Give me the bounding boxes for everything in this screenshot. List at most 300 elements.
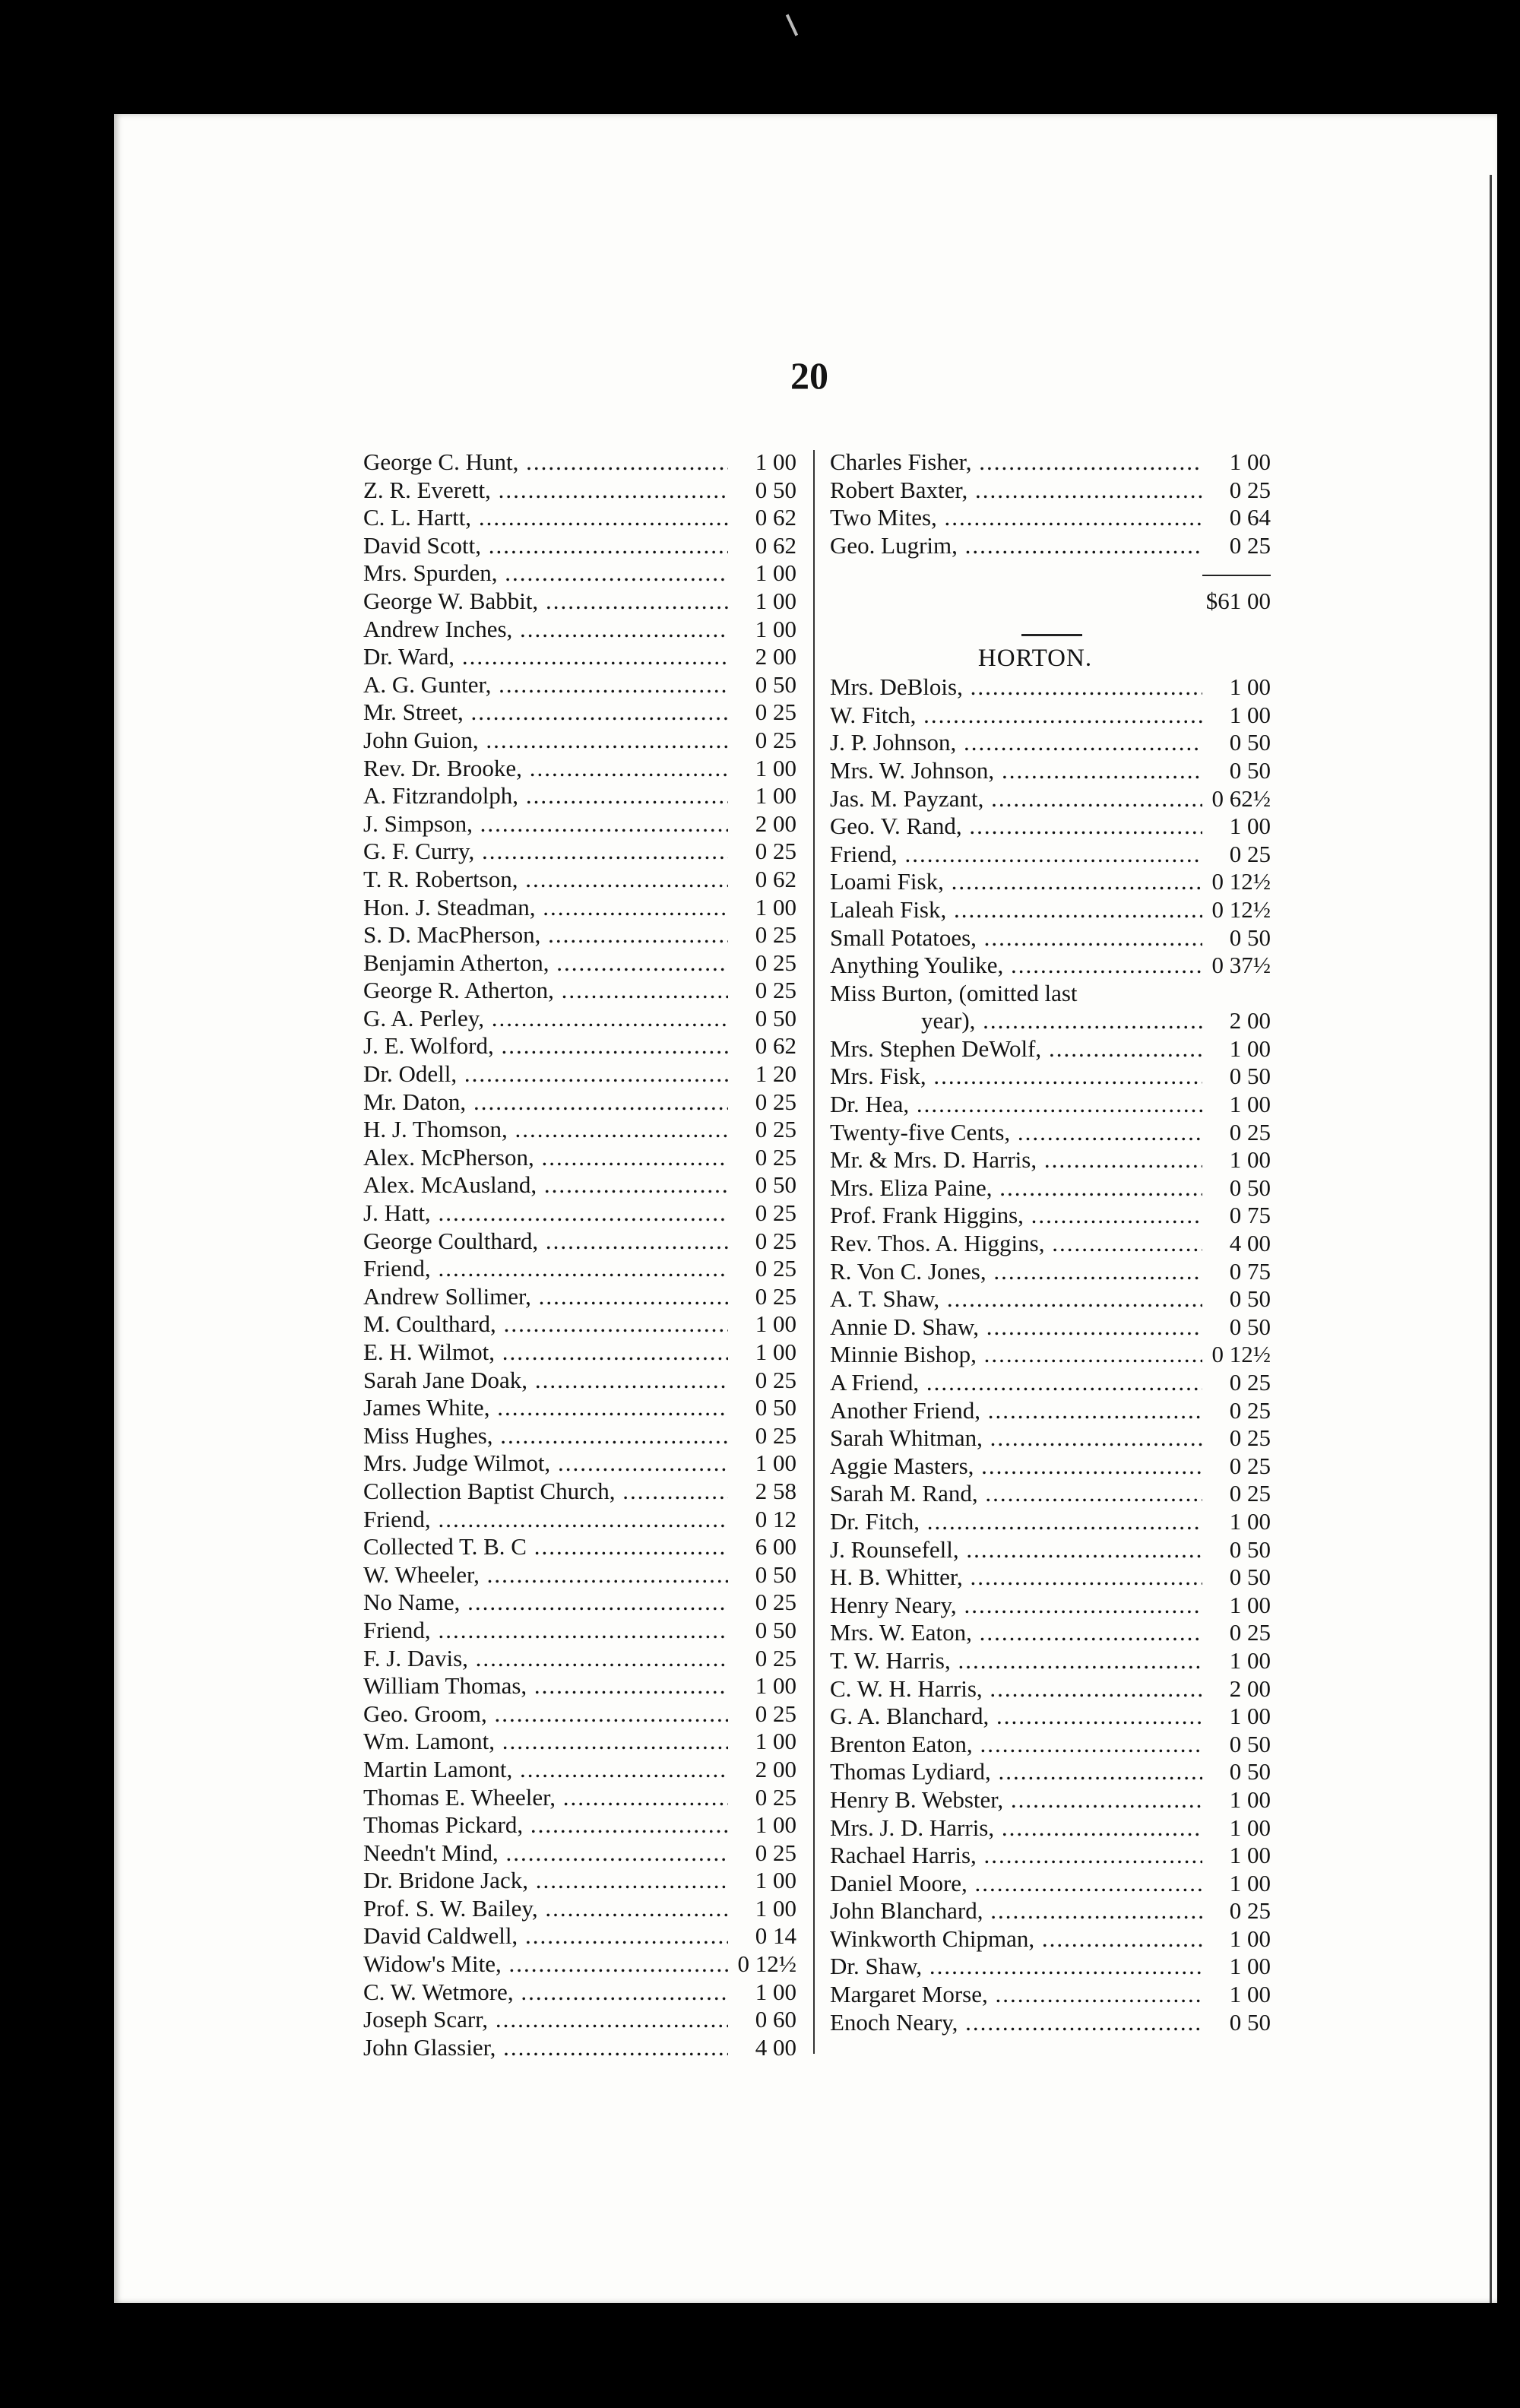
donation-amount: 0 64 <box>1202 504 1271 532</box>
list-item <box>363 1005 796 1033</box>
column-divider <box>813 450 815 2054</box>
donation-amount: 1 00 <box>1202 1647 1271 1675</box>
donation-amount: 2 58 <box>728 1478 796 1506</box>
list-item <box>830 1675 1271 1703</box>
donation-amount: 0 25 <box>1202 1119 1271 1147</box>
list-item <box>363 1032 796 1060</box>
donation-amount: 0 12½ <box>1202 1341 1271 1369</box>
donation-amount: 0 62½ <box>1202 785 1271 813</box>
donation-amount: 1 00 <box>728 1728 796 1756</box>
donor-name: Enoch Neary, ..... <box>830 2009 1202 2037</box>
donation-amount: 1 00 <box>728 1450 796 1478</box>
donation-amount: 0 12½ <box>1202 896 1271 924</box>
donor-name: W. Fitch, ..... <box>830 702 1202 730</box>
donation-amount: 1 00 <box>1202 673 1271 702</box>
list-item <box>830 1230 1271 1258</box>
donation-amount: 0 50 <box>1202 1758 1271 1786</box>
list-item <box>363 448 796 477</box>
list-item <box>363 1394 796 1422</box>
donor-name: No Name, ..... <box>363 1589 728 1617</box>
donor-name: George C. Hunt, ..... <box>363 448 728 477</box>
list-item <box>830 813 1271 841</box>
donor-name: A. T. Shaw, ..... <box>830 1285 1202 1313</box>
donor-name: J. Hatt, ..... <box>363 1199 728 1228</box>
list-item <box>830 1453 1271 1481</box>
donation-amount: 1 00 <box>1202 1508 1271 1536</box>
donation-amount: 0 60 <box>728 2006 796 2034</box>
list-item <box>363 1283 796 1311</box>
list-item <box>363 1116 796 1144</box>
donation-amount: 1 00 <box>728 559 796 588</box>
list-item <box>830 785 1271 813</box>
list-item <box>830 2009 1271 2037</box>
donor-name: E. H. Wilmot, ..... <box>363 1339 728 1367</box>
list-item <box>363 1255 796 1283</box>
donor-name: Daniel Moore, ..... <box>830 1870 1202 1898</box>
list-item <box>363 1645 796 1673</box>
donation-amount: 0 25 <box>728 1645 796 1673</box>
list-item <box>363 782 796 810</box>
list-item <box>363 755 796 783</box>
donation-amount: 0 25 <box>728 699 796 727</box>
list-item <box>830 1146 1271 1174</box>
list-item <box>363 1506 796 1534</box>
donation-amount: 0 25 <box>728 949 796 977</box>
donor-name: Mrs. Fisk, ..... <box>830 1063 1202 1091</box>
donation-amount: 0 25 <box>728 1199 796 1228</box>
donor-name: John Guion, ..... <box>363 727 728 755</box>
left-column <box>363 448 796 2061</box>
donor-name: C. L. Hartt, ..... <box>363 504 728 532</box>
list-item <box>830 757 1271 785</box>
donation-amount: 0 50 <box>1202 2009 1271 2037</box>
list-item <box>363 838 796 866</box>
donation-amount: 0 50 <box>728 1617 796 1645</box>
donor-name: Mrs. Eliza Paine, ..... <box>830 1174 1202 1202</box>
list-item <box>830 532 1271 560</box>
donation-amount: 1 00 <box>728 755 796 783</box>
donation-amount: 1 00 <box>728 448 796 477</box>
list-item <box>363 921 796 949</box>
donation-amount: 0 50 <box>728 477 796 505</box>
donation-amount: 1 00 <box>1202 1786 1271 1814</box>
list-item <box>363 1478 796 1506</box>
donation-amount: 0 12½ <box>728 1950 796 1979</box>
donor-name: John Blanchard, ..... <box>830 1897 1202 1925</box>
list-item <box>363 1867 796 1895</box>
list-item <box>830 1035 1271 1063</box>
list-item <box>830 1953 1271 1981</box>
donor-name: Friend, ..... <box>363 1617 728 1645</box>
donation-amount: 1 00 <box>728 1672 796 1700</box>
list-item <box>363 866 796 894</box>
donation-amount: 0 50 <box>1202 1174 1271 1202</box>
list-item <box>830 1592 1271 1620</box>
list-item <box>363 810 796 838</box>
list-item <box>830 1925 1271 1953</box>
list-item <box>363 1700 796 1728</box>
donor-name: Brenton Eaton, ..... <box>830 1731 1202 1759</box>
donor-name: Robert Baxter, ..... <box>830 477 1202 505</box>
list-item <box>363 1589 796 1617</box>
list-item <box>363 643 796 671</box>
donation-amount: 0 50 <box>728 1561 796 1589</box>
donor-name: Mr. & Mrs. D. Harris, ..... <box>830 1146 1202 1174</box>
list-item <box>830 896 1271 924</box>
donation-amount: 0 12½ <box>1202 868 1271 896</box>
list-item <box>830 924 1271 952</box>
donor-name: Andrew Inches, ..... <box>363 616 728 644</box>
donor-name: Rev. Dr. Brooke, ..... <box>363 755 728 783</box>
donation-amount: 1 00 <box>728 1895 796 1923</box>
donation-amount: 1 00 <box>1202 1703 1271 1731</box>
donor-name: G. A. Perley, ..... <box>363 1005 728 1033</box>
donation-amount: 0 25 <box>728 1144 796 1172</box>
donor-name: Mrs. Spurden, ..... <box>363 559 728 588</box>
donation-amount: 0 50 <box>728 1171 796 1199</box>
donor-name: Alex. McAusland, ..... <box>363 1171 728 1199</box>
donation-amount: 0 50 <box>728 1005 796 1033</box>
donor-name: Z. R. Everett, ..... <box>363 477 728 505</box>
donation-amount: 2 00 <box>728 810 796 838</box>
donor-name: year), ..... <box>830 1007 1202 1035</box>
donation-amount: 1 00 <box>1202 813 1271 841</box>
donation-amount: 0 25 <box>1202 1897 1271 1925</box>
donor-name: J. Simpson, ..... <box>363 810 728 838</box>
donor-name: Laleah Fisk, ..... <box>830 896 1202 924</box>
donation-amount: 1 00 <box>728 1339 796 1367</box>
book-page <box>114 114 1497 2303</box>
list-item <box>830 952 1271 980</box>
list-item <box>363 1228 796 1256</box>
list-item <box>363 1839 796 1868</box>
donor-name: Henry Neary, ..... <box>830 1592 1202 1620</box>
donor-name: Another Friend, ..... <box>830 1397 1202 1425</box>
donor-name: Loami Fisk, ..... <box>830 868 1202 896</box>
list-item <box>830 1508 1271 1536</box>
donation-amount: 1 00 <box>1202 1870 1271 1898</box>
list-item <box>363 1339 796 1367</box>
donor-name: Miss Hughes, ..... <box>363 1422 728 1450</box>
donation-amount: 1 00 <box>1202 1925 1271 1953</box>
donation-amount: 6 00 <box>728 1533 796 1561</box>
list-item <box>363 1310 796 1339</box>
donation-amount: 0 25 <box>728 1422 796 1450</box>
list-item <box>830 1285 1271 1313</box>
donor-name: Joseph Scarr, ..... <box>363 2006 728 2034</box>
list-item <box>363 588 796 616</box>
donation-amount: 0 75 <box>1202 1202 1271 1230</box>
list-item <box>830 868 1271 896</box>
donor-name: J. E. Wolford, ..... <box>363 1032 728 1060</box>
donor-name: A. G. Gunter, ..... <box>363 671 728 699</box>
donor-name: Minnie Bishop, ..... <box>830 1341 1202 1369</box>
donation-amount: 1 00 <box>1202 1146 1271 1174</box>
donor-name: A. Fitzrandolph, ..... <box>363 782 728 810</box>
donor-name: Mrs. W. Johnson, ..... <box>830 757 1202 785</box>
donor-name: George Coulthard, ..... <box>363 1228 728 1256</box>
donation-amount: 0 50 <box>1202 1313 1271 1342</box>
donation-amount: 0 25 <box>1202 1369 1271 1397</box>
list-item <box>363 2034 796 2062</box>
donor-name: Geo. Groom, ..... <box>363 1700 728 1728</box>
list-item <box>830 1703 1271 1731</box>
donation-amount: 1 00 <box>728 1867 796 1895</box>
donation-amount: 1 00 <box>728 1979 796 2007</box>
donation-amount: 1 00 <box>728 782 796 810</box>
donor-name: Small Potatoes, ..... <box>830 924 1202 952</box>
donation-amount: 0 25 <box>728 1700 796 1728</box>
list-item <box>363 477 796 505</box>
right-column <box>830 448 1271 2036</box>
donor-name: Sarah Whitman, ..... <box>830 1424 1202 1453</box>
list-item <box>830 1397 1271 1425</box>
donor-name: George W. Babbit, ..... <box>363 588 728 616</box>
donation-amount: 0 25 <box>1202 1397 1271 1425</box>
list-item <box>363 1979 796 2007</box>
donation-amount: 0 50 <box>728 671 796 699</box>
donation-amount: 0 25 <box>1202 1424 1271 1453</box>
donor-name: Miss Burton, (omitted last <box>830 979 1078 1006</box>
list-item <box>830 448 1271 477</box>
list-item <box>830 1564 1271 1592</box>
list-item <box>363 1561 796 1589</box>
list-item <box>830 1091 1271 1119</box>
donor-name: J. P. Johnson, ..... <box>830 729 1202 757</box>
list-item <box>363 1171 796 1199</box>
donor-name: C. W. Wetmore, ..... <box>363 1979 728 2007</box>
donor-name: G. A. Blanchard, ..... <box>830 1703 1202 1731</box>
donation-amount: 0 50 <box>1202 1536 1271 1564</box>
donor-name: Hon. J. Steadman, ..... <box>363 894 728 922</box>
donation-amount: 0 25 <box>728 1367 796 1395</box>
donor-name: Rev. Thos. A. Higgins, ..... <box>830 1230 1202 1258</box>
donation-amount: 0 25 <box>728 1589 796 1617</box>
donor-name: Margaret Morse, ..... <box>830 1981 1202 2009</box>
donation-amount: 0 25 <box>1202 1619 1271 1647</box>
total-rule <box>1202 575 1271 576</box>
donation-amount: 0 62 <box>728 866 796 894</box>
donor-name: Thomas Pickard, ..... <box>363 1811 728 1839</box>
donor-name: S. D. MacPherson, ..... <box>363 921 728 949</box>
donor-name: Henry B. Webster, ..... <box>830 1786 1202 1814</box>
donation-amount: 0 25 <box>728 1255 796 1283</box>
list-item <box>830 1313 1271 1342</box>
donation-amount: 1 00 <box>728 1310 796 1339</box>
donor-name: Mrs. Judge Wilmot, ..... <box>363 1450 728 1478</box>
total-rule-row <box>830 559 1271 588</box>
donor-name: A Friend, ..... <box>830 1369 1202 1397</box>
list-item <box>363 1784 796 1812</box>
right-top-list <box>830 448 1271 559</box>
donation-amount: 1 00 <box>1202 1035 1271 1063</box>
list-item <box>830 1202 1271 1230</box>
donation-amount: 2 00 <box>1202 1007 1271 1035</box>
donor-name: Dr. Shaw, ..... <box>830 1953 1202 1981</box>
donation-amount: 1 00 <box>728 1811 796 1839</box>
donor-name: Sarah Jane Doak, ..... <box>363 1367 728 1395</box>
list-item <box>830 1480 1271 1508</box>
list-item <box>830 1063 1271 1091</box>
donor-name: Two Mites, ..... <box>830 504 1202 532</box>
donor-name: J. Rounsefell, ..... <box>830 1536 1202 1564</box>
donation-amount: 2 00 <box>728 1756 796 1784</box>
donor-name: Mr. Street, ..... <box>363 699 728 727</box>
list-item <box>830 1897 1271 1925</box>
list-item <box>363 1922 796 1950</box>
horton-list <box>830 673 1271 2036</box>
donation-amount: 0 62 <box>728 532 796 560</box>
donation-amount: 0 50 <box>1202 757 1271 785</box>
donation-amount: 1 00 <box>728 894 796 922</box>
list-item <box>830 1647 1271 1675</box>
donation-amount: 0 62 <box>728 504 796 532</box>
scan-mark <box>786 14 798 36</box>
list-item <box>830 1369 1271 1397</box>
donor-name: Mrs. W. Eaton, ..... <box>830 1619 1202 1647</box>
list-item <box>363 559 796 588</box>
donor-name: T. R. Robertson, ..... <box>363 866 728 894</box>
list-item <box>363 1060 796 1088</box>
donor-name: Anything Youlike, ..... <box>830 952 1202 980</box>
list-item <box>363 1144 796 1172</box>
list-item <box>363 671 796 699</box>
donation-amount: 0 25 <box>728 1116 796 1144</box>
list-item <box>363 1367 796 1395</box>
donor-name: Dr. Fitch, ..... <box>830 1508 1202 1536</box>
list-item <box>830 1619 1271 1647</box>
donor-name: Dr. Ward, ..... <box>363 643 728 671</box>
list-item <box>363 699 796 727</box>
list-item <box>363 1672 796 1700</box>
list-item <box>830 1119 1271 1147</box>
page-edge <box>1490 175 1492 2303</box>
donation-amount: 0 25 <box>728 977 796 1005</box>
donation-amount: 0 50 <box>1202 1731 1271 1759</box>
donor-name: Dr. Odell, ..... <box>363 1060 728 1088</box>
list-item <box>830 1007 1271 1035</box>
list-item <box>830 729 1271 757</box>
section-heading: HORTON. <box>977 645 1093 673</box>
list-item <box>363 1450 796 1478</box>
donor-name: R. Von C. Jones, ..... <box>830 1258 1202 1286</box>
section-rule <box>1021 634 1082 636</box>
donor-name: W. Wheeler, ..... <box>363 1561 728 1589</box>
donation-amount: 1 00 <box>1202 1842 1271 1870</box>
donor-name: Jas. M. Payzant, ..... <box>830 785 1202 813</box>
donor-name: Winkworth Chipman, ..... <box>830 1925 1202 1953</box>
donor-name: Prof. S. W. Bailey, ..... <box>363 1895 728 1923</box>
list-item <box>830 673 1271 702</box>
donation-amount: 0 25 <box>728 1088 796 1117</box>
list-item <box>830 1258 1271 1286</box>
donor-name: Friend, ..... <box>363 1506 728 1534</box>
list-item <box>830 1758 1271 1786</box>
donor-name: Prof. Frank Higgins, ..... <box>830 1202 1202 1230</box>
list-item <box>363 894 796 922</box>
list-item <box>363 949 796 977</box>
donation-amount: 0 75 <box>1202 1258 1271 1286</box>
list-item <box>830 1786 1271 1814</box>
donation-amount: 1 00 <box>1202 1814 1271 1842</box>
donation-amount: 0 25 <box>728 727 796 755</box>
donor-name: C. W. H. Harris, ..... <box>830 1675 1202 1703</box>
donor-name: Dr. Hea, ..... <box>830 1091 1202 1119</box>
page-number: 20 <box>790 354 828 397</box>
donation-amount: 0 25 <box>728 1839 796 1868</box>
total-row <box>830 588 1271 616</box>
donor-name: Widow's Mite, ..... <box>363 1950 728 1979</box>
donor-name: David Scott, ..... <box>363 532 728 560</box>
list-item <box>363 1811 796 1839</box>
donation-amount: 0 25 <box>1202 477 1271 505</box>
list-item <box>363 616 796 644</box>
donation-amount: 0 12 <box>728 1506 796 1534</box>
list-item <box>363 1950 796 1979</box>
donation-amount: 1 00 <box>1202 702 1271 730</box>
donor-name: Mrs. J. D. Harris, ..... <box>830 1814 1202 1842</box>
donor-name: Mr. Daton, ..... <box>363 1088 728 1117</box>
donor-name: Needn't Mind, ..... <box>363 1839 728 1868</box>
donation-amount: 1 20 <box>728 1060 796 1088</box>
donation-amount: 0 37½ <box>1202 952 1271 980</box>
donor-name: George R. Atherton, ..... <box>363 977 728 1005</box>
donation-amount: 0 50 <box>1202 1285 1271 1313</box>
donor-name: T. W. Harris, ..... <box>830 1647 1202 1675</box>
donation-amount: 0 25 <box>728 921 796 949</box>
donor-name: H. J. Thomson, ..... <box>363 1116 728 1144</box>
list-item <box>363 1422 796 1450</box>
donor-name: M. Coulthard, ..... <box>363 1310 728 1339</box>
donor-name: Benjamin Atherton, ..... <box>363 949 728 977</box>
list-item <box>363 977 796 1005</box>
donor-name: Geo. Lugrim, ..... <box>830 532 1202 560</box>
donation-amount: 0 50 <box>1202 924 1271 952</box>
donation-amount: 0 25 <box>728 838 796 866</box>
donation-amount: 0 25 <box>728 1228 796 1256</box>
donor-name: Mrs. Stephen DeWolf, ..... <box>830 1035 1202 1063</box>
donor-name: Mrs. DeBlois, ..... <box>830 673 1202 702</box>
donation-amount: 0 50 <box>1202 1564 1271 1592</box>
donor-name: Thomas E. Wheeler, ..... <box>363 1784 728 1812</box>
list-item <box>363 727 796 755</box>
donation-amount: 1 00 <box>728 588 796 616</box>
list-item <box>363 1728 796 1756</box>
donor-name: Sarah M. Rand, ..... <box>830 1480 1202 1508</box>
list-item <box>830 1536 1271 1564</box>
list-item <box>830 1842 1271 1870</box>
donation-amount: 0 25 <box>728 1283 796 1311</box>
donation-amount: 0 14 <box>728 1922 796 1950</box>
list-item <box>830 1174 1271 1202</box>
list-item <box>363 1088 796 1117</box>
list-item <box>363 1199 796 1228</box>
donor-name: Rachael Harris, ..... <box>830 1842 1202 1870</box>
list-item <box>830 1870 1271 1898</box>
donation-amount: 2 00 <box>1202 1675 1271 1703</box>
donor-name: Aggie Masters, ..... <box>830 1453 1202 1481</box>
donor-name: Alex. McPherson, ..... <box>363 1144 728 1172</box>
donation-amount: 1 00 <box>1202 1953 1271 1981</box>
list-item <box>363 2006 796 2034</box>
list-item <box>363 504 796 532</box>
donor-name: H. B. Whitter, ..... <box>830 1564 1202 1592</box>
donor-name: Collected T. B. C ..... <box>363 1533 728 1561</box>
list-item <box>830 1814 1271 1842</box>
donor-name: G. F. Curry, ..... <box>363 838 728 866</box>
list-item <box>830 1424 1271 1453</box>
donor-name: Andrew Sollimer, ..... <box>363 1283 728 1311</box>
